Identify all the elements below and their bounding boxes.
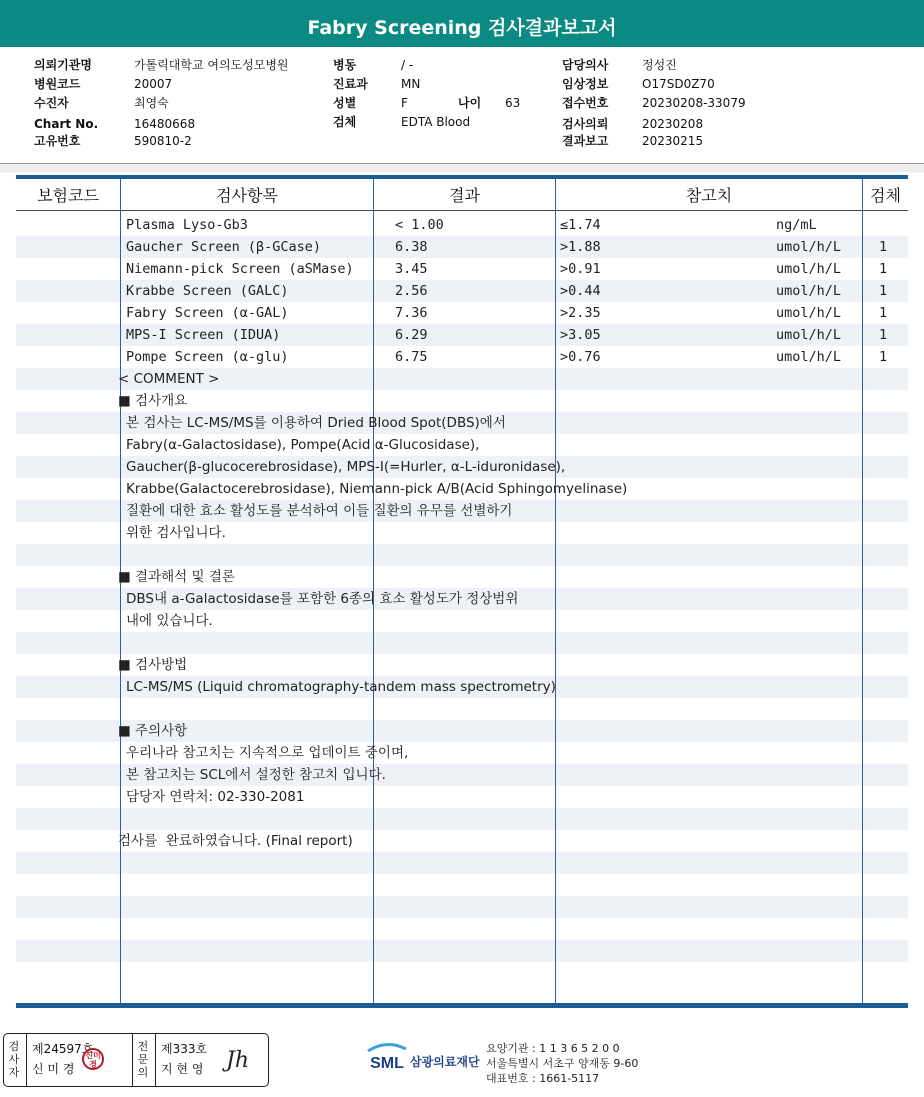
row-fabry-unit: umol/h/L — [776, 305, 842, 321]
label-hospital-code: 병원코드 — [34, 77, 81, 91]
caution-title: ■ 주의사항 — [118, 723, 188, 739]
col-header-reference: 참고치 — [685, 186, 733, 205]
row-mps1-result: 6.29 — [395, 327, 428, 343]
col-divider — [120, 179, 121, 1003]
row-niemann-ref: >0.91 — [560, 261, 601, 277]
value-unique-no: 590810-2 — [134, 134, 192, 148]
row-gaucher-ref: >1.88 — [560, 239, 601, 255]
row-gaucher-unit: umol/h/L — [776, 239, 842, 255]
label-request-date: 검사의뢰 — [562, 117, 609, 131]
label-sex: 성별 — [333, 96, 357, 110]
row-niemann-item: Niemann-pick Screen (aSMase) — [126, 261, 354, 277]
overview-line: Fabry(α-Galactosidase), Pompe(Acid α-Glucosidase), — [126, 437, 480, 453]
logo-arc-icon — [368, 1044, 406, 1051]
row-pompe-unit: umol/h/L — [776, 349, 842, 365]
overview-line: 본 검사는 LC-MS/MS를 이용하여 Dried Blood Spot(DBS)에서 — [126, 415, 506, 431]
specialist-label: 전문의 — [137, 1040, 149, 1079]
label-physician: 담당의사 — [562, 58, 609, 72]
row-pompe-ref: >0.76 — [560, 349, 601, 365]
col-header-specimen: 검체 — [870, 186, 901, 205]
org-name: 삼광의료재단 — [410, 1055, 480, 1069]
label-receipt-no: 접수번호 — [562, 96, 609, 110]
value-request-date: 20230208 — [642, 117, 704, 131]
label-department: 진료과 — [333, 77, 368, 91]
label-specimen: 검체 — [333, 115, 357, 129]
tester-label: 검사자 — [8, 1040, 20, 1079]
caution-line: 본 참고치는 SCL에서 설정한 참고치 입니다. — [126, 767, 386, 783]
interpretation-line: 내에 있습니다. — [126, 613, 213, 629]
report-title: Fabry Screening 검사결과보고서 — [0, 0, 924, 47]
row-stripe — [16, 852, 908, 874]
final-report-note: 검사를 완료하였습니다. (Final report) — [118, 833, 353, 849]
value-physician: 정성진 — [642, 58, 677, 72]
method-line: LC-MS/MS (Liquid chromatography-tandem mass spectrometry) — [126, 679, 556, 695]
row-stripe — [16, 940, 908, 962]
value-chart-no: 16480668 — [134, 117, 196, 131]
row-mps1-item: MPS-I Screen (IDUA) — [126, 327, 281, 343]
footer — [0, 1017, 924, 1097]
patient-info — [0, 47, 924, 165]
row-krabbe-specimen: 1 — [879, 283, 888, 299]
overview-line: 위한 검사입니다. — [126, 525, 226, 541]
value-receipt-no: 20230208-33079 — [642, 96, 746, 110]
method-title: ■ 검사방법 — [118, 657, 188, 673]
overview-line: 질환에 대한 효소 활성도를 분석하여 이들 질환의 유무를 선별하기 — [126, 503, 513, 519]
row-gaucher-result: 6.38 — [395, 239, 428, 255]
specialist-name: 지 현 영 — [161, 1062, 204, 1076]
row-mps1-unit: umol/h/L — [776, 327, 842, 343]
label-chart-no: Chart No. — [34, 117, 99, 131]
label-age: 나이 — [458, 96, 482, 110]
signature-box — [3, 1033, 269, 1087]
label-ward: 병동 — [333, 58, 357, 72]
row-fabry-ref: >2.35 — [560, 305, 601, 321]
row-lysogb3-result: < 1.00 — [395, 217, 444, 233]
col-divider — [555, 179, 556, 1003]
sml-logo-icon — [366, 1041, 408, 1077]
row-krabbe-item: Krabbe Screen (GALC) — [126, 283, 289, 299]
value-clinical-info: O17SD0Z70 — [642, 77, 715, 91]
row-gaucher-item: Gaucher Screen (β-GCase) — [126, 239, 322, 255]
comment-header: < COMMENT > — [118, 371, 220, 387]
row-fabry-specimen: 1 — [879, 305, 888, 321]
row-stripe — [16, 808, 908, 830]
value-sex: F — [401, 96, 408, 110]
col-header-insurance-code: 보험코드 — [37, 186, 99, 205]
interpretation-title: ■ 결과해석 및 결론 — [118, 569, 235, 585]
value-patient: 최영숙 — [134, 96, 169, 110]
row-stripe — [16, 544, 908, 566]
value-ward: / - — [401, 58, 414, 72]
label-clinical-info: 임상정보 — [562, 77, 609, 91]
label-report-date: 결과보고 — [562, 134, 609, 148]
org-line: 서울특별시 서초구 양재동 9-60 — [486, 1057, 639, 1070]
row-niemann-result: 3.45 — [395, 261, 428, 277]
caution-line: 우리나라 참고치는 지속적으로 업데이트 중이며, — [126, 745, 409, 761]
row-pompe-result: 6.75 — [395, 349, 428, 365]
tester-name: 신 미 경 — [32, 1062, 75, 1076]
label-patient: 수진자 — [34, 96, 69, 110]
org-line: 요양기관 : 1 1 3 6 5 2 0 0 — [486, 1042, 620, 1055]
value-hospital-code: 20007 — [134, 77, 173, 91]
tester-license-no: 제24597호 — [32, 1042, 94, 1056]
org-line: 대표번호 : 1661-5117 — [486, 1072, 600, 1085]
col-divider — [862, 179, 863, 1003]
caution-line: 담당자 연락처: 02-330-2081 — [126, 789, 305, 805]
row-krabbe-result: 2.56 — [395, 283, 428, 299]
value-age: 63 — [505, 96, 521, 110]
row-fabry-result: 7.36 — [395, 305, 428, 321]
label-unique-no: 고유번호 — [34, 134, 81, 148]
overview-line: Krabbe(Galactocerebrosidase), Niemann-pick A/B(Acid Sphingomyelinase) — [126, 481, 628, 497]
row-krabbe-unit: umol/h/L — [776, 283, 842, 299]
overview-line: Gaucher(β-glucocerebrosidase), MPS-I(=Hurler, α-L-iduronidase), — [126, 459, 566, 475]
top-rule — [16, 175, 908, 179]
logo-text: SML — [370, 1055, 404, 1072]
row-mps1-specimen: 1 — [879, 327, 888, 343]
sig-divider — [155, 1034, 156, 1086]
results-report — [14, 172, 910, 1011]
interpretation-line: DBS내 a-Galactosidase를 포함한 6종의 효소 활성도가 정상범위 — [126, 591, 519, 607]
row-lysogb3-unit: ng/mL — [776, 217, 817, 233]
row-pompe-item: Pompe Screen (α-glu) — [126, 349, 289, 365]
overview-title: ■ 검사개요 — [118, 393, 188, 409]
row-stripe — [16, 896, 908, 918]
row-pompe-specimen: 1 — [879, 349, 888, 365]
row-lysogb3-ref: ≤1.74 — [560, 217, 601, 233]
sig-divider — [132, 1034, 133, 1086]
row-mps1-ref: >3.05 — [560, 327, 601, 343]
value-report-date: 20230215 — [642, 134, 704, 148]
row-stripe — [16, 632, 908, 654]
label-referring-org: 의뢰기관명 — [34, 58, 92, 72]
row-niemann-specimen: 1 — [879, 261, 888, 277]
row-lysogb3-item: Plasma Lyso-Gb3 — [126, 217, 248, 233]
row-krabbe-ref: >0.44 — [560, 283, 601, 299]
col-header-result: 결과 — [449, 186, 480, 205]
value-department: MN — [401, 77, 421, 91]
sig-divider — [26, 1034, 27, 1086]
tester-seal-icon: 신미경 — [82, 1048, 104, 1070]
header-rule — [16, 210, 908, 211]
row-gaucher-specimen: 1 — [879, 239, 888, 255]
row-niemann-unit: umol/h/L — [776, 261, 842, 277]
value-referring-org: 가톨릭대학교 여의도성모병원 — [134, 58, 289, 72]
specialist-license-no: 제333호 — [161, 1042, 208, 1056]
value-specimen: EDTA Blood — [401, 115, 471, 129]
row-fabry-item: Fabry Screen (α-GAL) — [126, 305, 289, 321]
specialist-signature-icon: Jh — [226, 1048, 249, 1073]
bottom-rule — [16, 1003, 908, 1008]
col-header-test-item: 검사항목 — [216, 186, 278, 205]
org-info — [486, 1041, 638, 1086]
